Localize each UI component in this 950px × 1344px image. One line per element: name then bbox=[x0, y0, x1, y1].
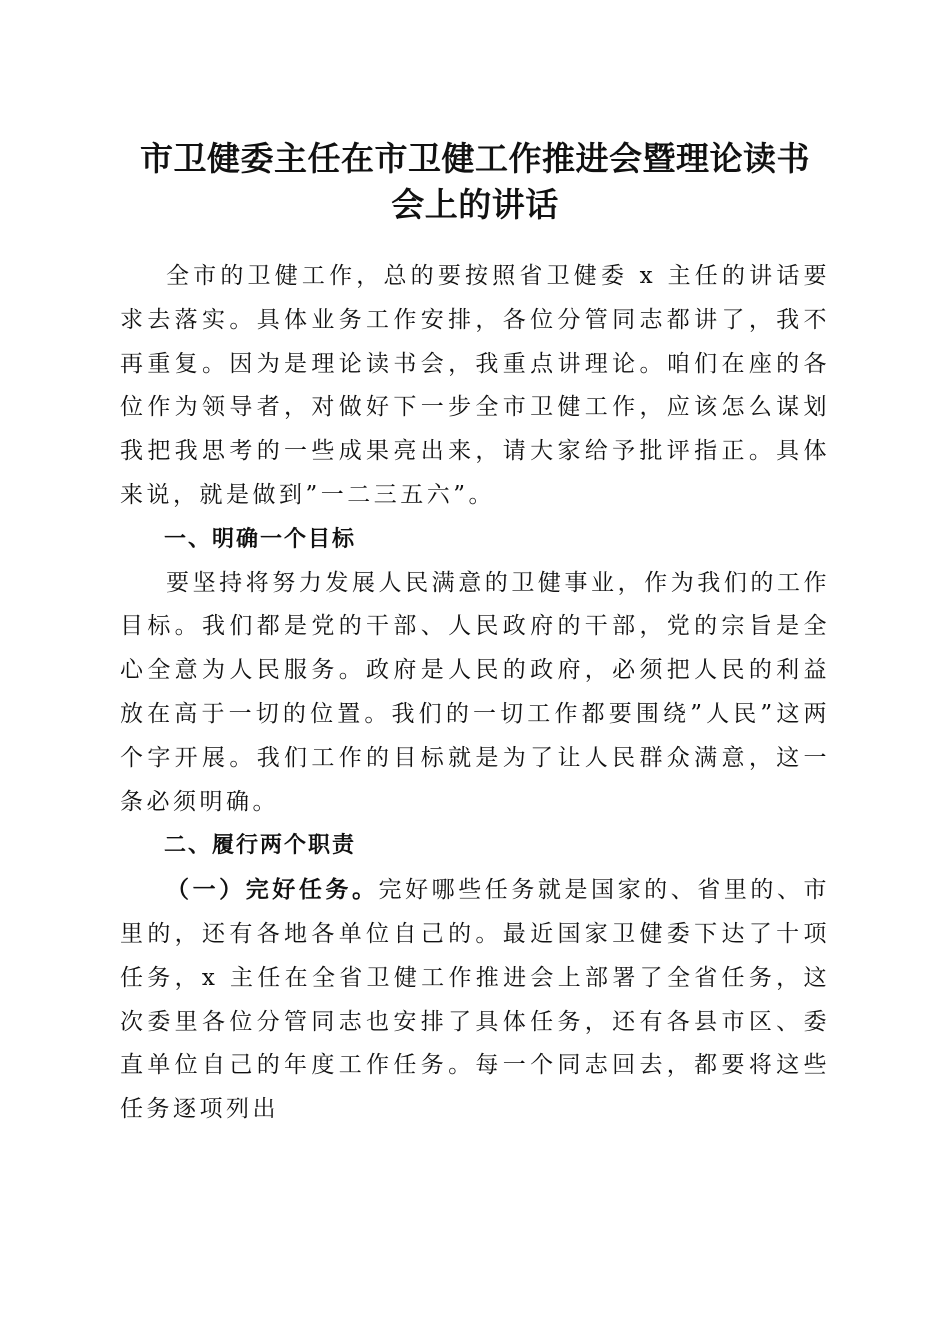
section-1-paragraph: 要坚持将努力发展人民满意的卫健事业，作为我们的工作目标。我们都是党的干部、人民政府的干部，党的宗旨是全心全意为人民服务。政府是人民的政府，必须把人民的利益放在高于一切的位置。我们的一切工作都要围绕”人民”这两个字开展。我们工作的目标就是为了让人民群众满意，这一条必须明确。 bbox=[120, 569, 830, 815]
title-line-2: 会上的讲话 bbox=[391, 185, 559, 224]
subsection-1-text: 完好哪些任务就是国家的、省里的、市里的，还有各地各单位自己的。最近国家卫健委下达了十项任务，x 主任在全省卫健工作推进会上部署了全省任务，这次委里各位分管同志也安排了具体任务，还有各县市区、委直单位自己的年度工作任务。每一个同志回去，都要将这些任务逐项列出 bbox=[120, 877, 830, 1123]
section-2-paragraph bbox=[120, 868, 830, 1132]
section-1-heading: 一、明确一个目标 bbox=[164, 526, 357, 552]
document-title bbox=[120, 136, 830, 228]
intro-paragraph: 全市的卫健工作，总的要按照省卫健委 x 主任的讲话要求去落实。具体业务工作安排，各位分管同志都讲了，我不再重复。因为是理论读书会，我重点讲理论。咱们在座的各位作为领导者，对做好下一步全市卫健工作，应该怎么谋划我把我思考的一些成果亮出来，请大家给予批评指正。具体来说，就是做到”一二三五六”。 bbox=[120, 263, 830, 508]
document-body bbox=[120, 255, 830, 1132]
section-2-heading: 二、履行两个职责 bbox=[164, 833, 357, 859]
title-line-1: 市卫健委主任在市卫健工作推进会暨理论读书 bbox=[140, 139, 810, 178]
subsection-1-lead: （一）完好任务。 bbox=[166, 876, 379, 904]
